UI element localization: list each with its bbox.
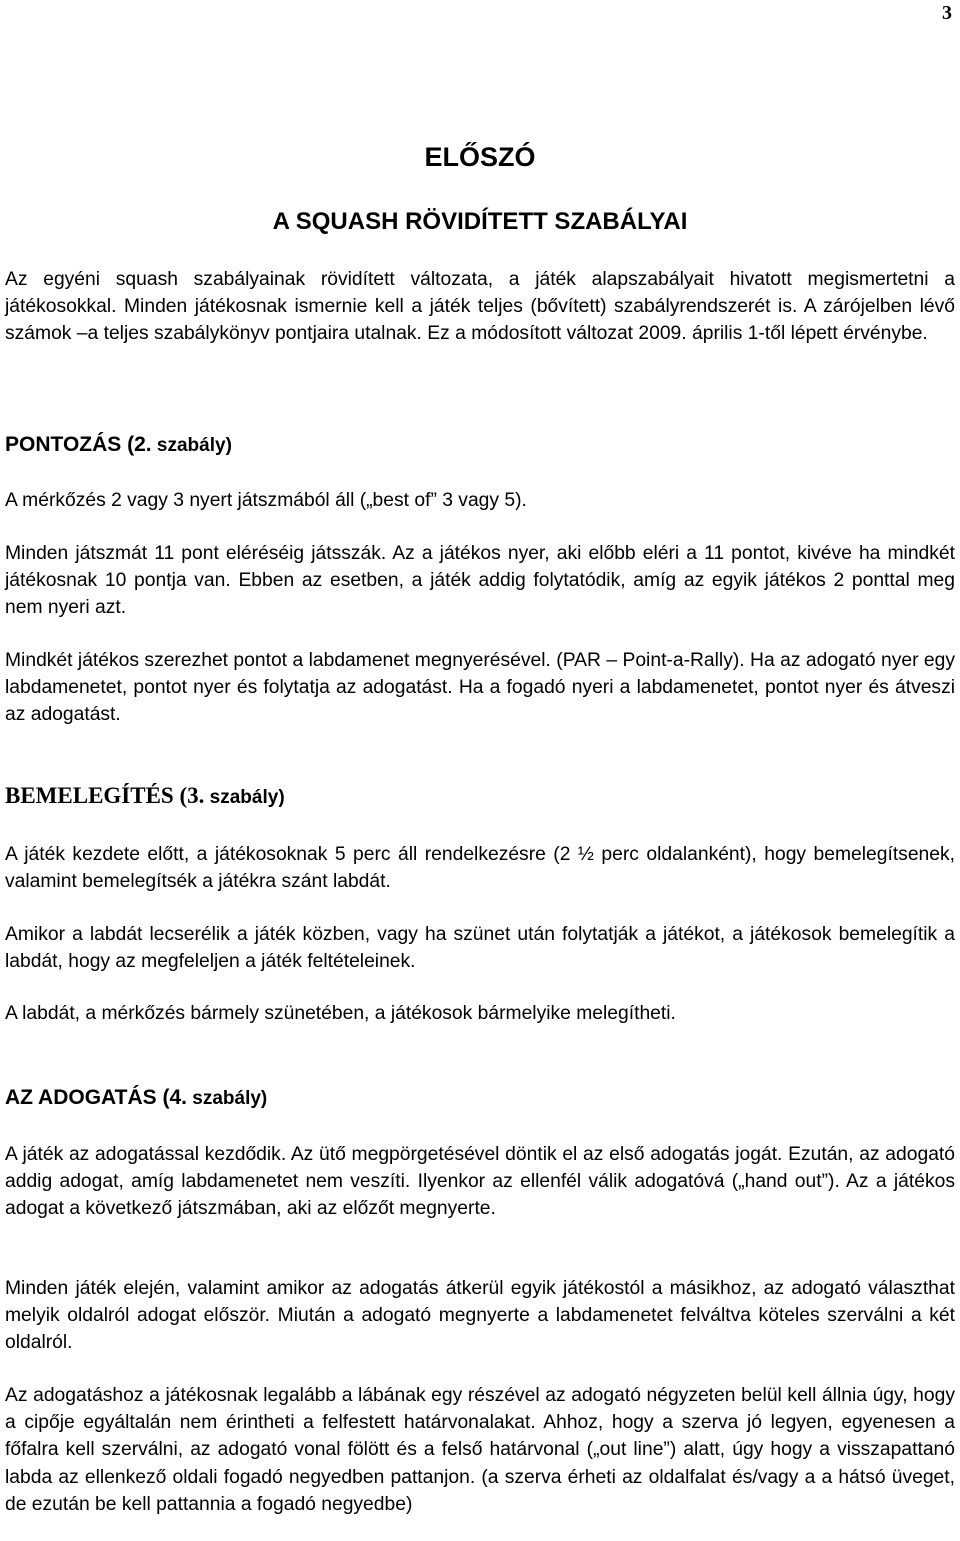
section-paragraph — [5, 1275, 955, 1357]
paragraph-text: Mindkét játékos szerezhet pontot a labdamenet megnyerésével. (PAR – Point-a-Rally). Ha az adogató nyer egy labdamenetet, pontot nyer és folytatja az adogatást. Ha a fogadó nyeri a labdamenetet, pontot nyer és átveszi az adogatást. — [5, 650, 955, 726]
paragraph-text: A játék az adogatással kezdődik. Az ütő megpörgetésével döntik el az első adogatás jogát. Ezután, az adogató addig adogat, amíg labdamenetet nem veszíti. Ilyenkor az ellenfél válik adogatóvá („hand out”). Az a játékos adogat a következő játszmában, aki az előzőt megnyerte. — [5, 1144, 955, 1220]
paragraph-text: A mérkőzés 2 vagy 3 nyert játszmából áll („best of” 3 vagy 5). — [5, 490, 527, 511]
intro-text: Az egyéni squash szabályainak rövidített változata, a játék alapszabályait hivatott megismertetni a játékosokkal. Minden játékosnak ismernie kell a játék teljes (bővített) szabályrendszerét is. A zárójelben lévő számok –a teljes szabálykönyv pontjaira utalnak. Ez a módosított változat 2009. április 1-től lépett érvénybe. — [5, 269, 955, 345]
section-paragraph — [5, 540, 955, 622]
paragraph-text: Az adogatáshoz a játékosnak legalább a lábának egy részével az adogató négyzeten belül kell állnia úgy, hogy a cipője egyáltalán nem érintheti a felfestett határvonalakat. Ahhoz, hogy a szerva jó legyen, egyenesen a főfalra kell szerválni, az adogató vonal fölött és a felső határvonal („out line”) alatt, úgy hogy a visszapattanó labda az ellenkező oldali fogadó negyedben pattanjon. (a szerva érheti az oldalfalat és/vagy a a hátsó üveget, de ezután be kell pattannia a fogadó negyedbe) — [5, 1385, 955, 1515]
section-heading-rule: szabály) — [204, 787, 285, 808]
section-paragraph — [5, 921, 955, 975]
section-paragraph — [5, 1000, 955, 1027]
paragraph-text: A labdát, a mérkőzés bármely szünetében, a játékosok bármelyike melegítheti. — [5, 1003, 676, 1024]
section-paragraph — [5, 487, 955, 514]
section-paragraph — [5, 1382, 955, 1518]
paragraph-text: Minden játék elején, valamint amikor az adogatás átkerül egyik játékostól a másikhoz, az adogató választhat melyik oldalról adogat először. Miután a adogató megnyerte a labdamenetet felváltva köteles szerválni a két oldalról. — [5, 1278, 955, 1354]
section-heading-scoring — [5, 433, 232, 457]
section-heading-rule: szabály) — [187, 1088, 268, 1109]
section-paragraph — [5, 647, 955, 729]
paragraph-text: Minden játszmát 11 pont eléréséig játsszák. Az a játékos nyer, aki előbb eléri a 11 pontot, kivéve ha mindkét játékosnak 10 pontja van. Ebben az esetben, a játék addig folytatódik, amíg az egyik játékos 2 ponttal meg nem nyeri azt. — [5, 543, 955, 619]
paragraph-text: Amikor a labdát lecserélik a játék közben, vagy ha szünet után folytatják a játékot, a játékosok bemelegítik a labdát, hogy az megfeleljen a játék feltételeinek. — [5, 924, 955, 973]
section-heading-text: BEMELEGÍTÉS (3. — [5, 783, 205, 808]
paragraph-text: A játék kezdete előtt, a játékosoknak 5 perc áll rendelkezésre (2 ½ perc oldalanként), hogy bemelegítsenek, valamint bemelegítsék a játékra szánt labdát. — [5, 844, 955, 893]
section-heading-warmup — [5, 783, 285, 809]
intro-paragraph — [5, 266, 955, 348]
section-heading-text: AZ ADOGATÁS (4. — [5, 1086, 187, 1109]
section-heading-rule: szabály) — [151, 435, 232, 456]
page-title: ELŐSZÓ — [424, 142, 536, 172]
section-paragraph — [5, 1141, 955, 1223]
section-heading-text: PONTOZÁS (2. — [5, 433, 152, 456]
page-subtitle: A SQUASH RÖVIDÍTETT SZABÁLYAI — [272, 208, 688, 235]
section-paragraph — [5, 841, 955, 895]
page-number: 3 — [942, 2, 952, 24]
section-heading-serve — [5, 1086, 267, 1110]
